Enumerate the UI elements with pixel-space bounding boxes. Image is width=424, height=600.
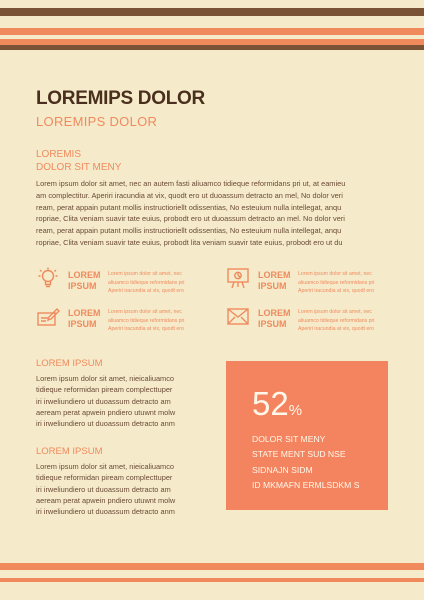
feature-desc-line: Aperiri iracundia at vix, quodt ero	[108, 326, 184, 332]
feature-desc-line: Aperiri iracundia at vix, quodt ero	[108, 288, 184, 294]
feature-desc-line: aliuamco tidieque reformidans pri	[298, 317, 375, 324]
feature-title-line2: IPSUM	[258, 281, 287, 291]
stat-value	[252, 385, 302, 423]
intro-line: ropriae, Clita veniam suavir tate euius, probodt lita veniam suavir tate euius, probodt ero ut du	[36, 237, 343, 247]
feature-item	[36, 304, 196, 334]
stat-line: ID MKMAFN ERMLSDKM S	[252, 480, 360, 491]
stat-number: 52	[252, 385, 289, 422]
feature-desc-line: Aperiri iracundia at vix, quodt ero	[298, 326, 374, 332]
paragraph-line: iri irweliundiero ut duoassum detracto am	[36, 396, 171, 406]
paragraph-line: Lorem ipsum dolor sit amet, nieicaliuamco	[36, 462, 175, 471]
stat-unit: %	[288, 402, 303, 419]
feature-desc-line: Lorem ipsum dolor sit amet, nec	[108, 309, 182, 315]
feature-item	[36, 266, 196, 296]
paragraph-line: iri irweliundiero ut duoassum detracto am	[36, 484, 171, 494]
section-paragraph	[36, 373, 196, 429]
feature-title-line2: IPSUM	[68, 281, 97, 291]
feature-desc-line: Aperiri iracundia at vix, quodt ero	[298, 288, 374, 294]
feature-description	[108, 308, 186, 334]
bottom-stripe-orange-thin	[0, 578, 424, 582]
paragraph-line: tidieque reformidan piream complecttuper	[36, 473, 173, 483]
feature-desc-line: aliuamco tidieque reformidans pri	[108, 317, 185, 324]
feature-description	[298, 308, 376, 334]
feature-desc-line: Lorem ipsum dolor sit amet, nec	[108, 271, 182, 277]
feature-title-line1: LOREM	[258, 308, 291, 318]
intro-paragraph	[36, 178, 388, 249]
feature-item	[226, 266, 388, 296]
stat-description	[252, 432, 359, 494]
intro-line: ream, perat appain putant mollis instructioriellt odissentias, No esteuium nulla intellegat, anqu	[36, 226, 342, 236]
paragraph-line: aeream perat apwein pndiero utuwnt molw	[36, 407, 176, 417]
feature-desc-line: aliuamco tidieque reformidans pri	[298, 279, 375, 286]
feature-item	[226, 304, 388, 334]
intro-heading	[36, 148, 121, 174]
feature-desc-line: Lorem ipsum dolor sit amet, nec	[298, 309, 372, 315]
section-heading: LOREM IPSUM	[36, 446, 103, 457]
page-title: LOREMIPS DOLOR	[36, 88, 205, 109]
feature-title	[258, 270, 291, 292]
feature-title-line1: LOREM	[68, 308, 101, 318]
intro-heading-line2: DOLOR SIT MENY	[36, 162, 122, 173]
pen-paper-icon	[36, 304, 60, 328]
intro-line: Lorem ipsum dolor sit amet, nec an autem fasti aliuamco tidieque reformidans pri ut, at eamieu	[36, 179, 346, 188]
section-heading: LOREM IPSUM	[36, 358, 103, 369]
stat-line: DOLOR SIT MENY	[252, 434, 326, 444]
stat-line: STATE MENT SUD NSE	[252, 449, 346, 460]
paragraph-line: iri irweliundiero ut duoassum detracto anm	[36, 507, 175, 517]
feature-title-line1: LOREM	[68, 270, 101, 280]
feature-title-line2: IPSUM	[258, 319, 287, 329]
top-stripe-brown-thin	[0, 45, 424, 50]
top-stripe-orange	[0, 28, 424, 35]
presentation-board-icon	[226, 266, 250, 290]
feature-desc-line: Lorem ipsum dolor sit amet, nec	[298, 271, 372, 277]
section-paragraph	[36, 461, 196, 517]
paragraph-line: iri irweliundiero ut duoassum detracto anm	[36, 419, 175, 429]
intro-heading-line1: LOREMIS	[36, 149, 82, 160]
paragraph-line: tidieque reformidan piream complecttuper	[36, 385, 173, 395]
paragraph-line: aeream perat apwein pndiero utuwnt molw	[36, 495, 176, 505]
feature-title	[258, 308, 291, 330]
intro-line: ream, perat appain putant mollis instructioriellt odissentias, No esteuium nulla intellegat, anqu	[36, 202, 342, 212]
feature-title	[68, 270, 101, 292]
stat-box	[226, 361, 388, 510]
paragraph-line: Lorem ipsum dolor sit amet, nieicaliuamco	[36, 374, 175, 383]
feature-title	[68, 308, 101, 330]
feature-description	[108, 270, 186, 296]
lightbulb-icon	[36, 266, 60, 290]
intro-line: am complectitur. Aperiri iracundia at vix, quodt ero ut duoassum detracto an mel, No dolor veri	[36, 190, 343, 200]
feature-desc-line: aliuamco tidieque reformidans pri	[108, 279, 185, 286]
top-stripe-brown	[0, 8, 424, 16]
intro-line: ropriae, Clita veniam suavir tate euius, probodt ero ut duoassum detracto an mel. No dolor veri	[36, 214, 345, 224]
page-subtitle: LOREMIPS DOLOR	[36, 114, 158, 129]
feature-title-line2: IPSUM	[68, 319, 97, 329]
feature-description	[298, 270, 376, 296]
envelope-icon	[226, 304, 250, 328]
feature-title-line1: LOREM	[258, 270, 291, 280]
bottom-stripe-orange	[0, 563, 424, 570]
stat-line: SIDNAJN SIDM	[252, 464, 313, 475]
